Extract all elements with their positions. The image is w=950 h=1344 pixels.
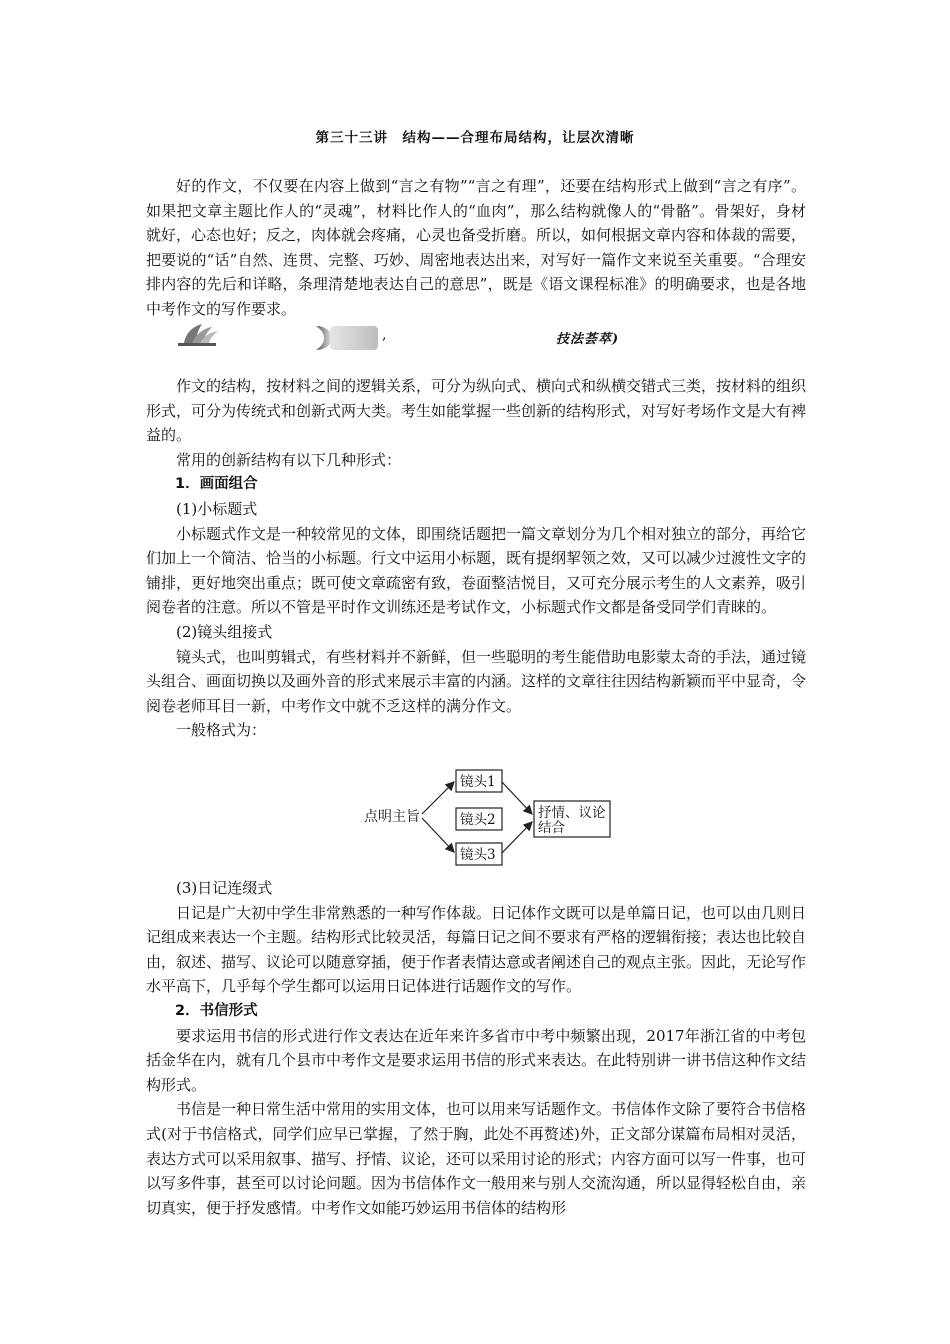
body-section-2 [146, 876, 806, 1220]
shot3-label: 镜头3 [460, 847, 496, 863]
common-forms-line: 常用的创新结构有以下几种形式： [176, 450, 402, 469]
arrow-to-shot1 [422, 782, 454, 814]
banner-comma: , [382, 327, 387, 343]
banner-fan-icon [178, 324, 218, 346]
conclusion-line1: 抒情、议论 [538, 805, 606, 821]
intro-paragraph: 好的作文，不仅要在内容上做到“言之有物”“言之有理”，还要在结构形式上做到“言之有序”。如果把文章主题比作人的“灵魂”，材料比作人的“血肉”，那么结构就像人的“骨骼”。骨架好，身材就好，心态也好；反之，肉体就会疼痛，心灵也备受折磨。所以，如何根据文章内容和体裁的需要，把要说的“话”自然、连贯、完整、巧妙、周密地表达出来，对写好一篇作文来说至关重要。“合理安排内容的先后和详略，条理清楚地表达自己的意思”，既是《语文课程标准》的明确要求，也是各地中考作文的写作要求。 [146, 177, 807, 318]
diagram-start-label: 点明主旨 [364, 809, 420, 825]
structure-intro-paragraph: 作文的结构，按材料之间的逻辑关系，可分为纵向式、横向式和纵横交错式三类，按材料的组织形式，可分为传统式和创新式两大类。考生如能掌握一些创新的结构形式，对写好考场作文是大有裨益的。 [146, 377, 807, 445]
subheading-2-paragraph: 镜头式，也叫剪辑式，有些材料并不新鲜，但一些聪明的考生能借助电影蒙太奇的手法，通过镜头组合、画面切换以及画外音的形式来展示丰富的内涵。这样的文章往往因结构新颖而平中显奇，令阅卷老师耳目一新，中考作文中就不乏这样的满分作文。 [146, 647, 807, 715]
page-title: 第三十三讲 结构——合理布局结构，让层次清晰 [315, 130, 635, 146]
shot-structure-diagram [360, 766, 620, 870]
arrow-from-shot1 [502, 782, 532, 814]
general-format-line: 一般格式为： [176, 721, 267, 740]
subheading-1-paragraph: 小标题式作文是一种较常见的文体，即围绕话题把一篇文章划分为几个相对独立的部分，再给它们加上一个简洁、恰当的小标题。行文中运用小标题，既有提纲挈领之效，又可以减少过渡性文字的铺排，更好地突出重点；既可使文章疏密有致，卷面整洁悦目，又可充分展示考生的人文素养，吸引阅卷者的注意。所以不管是平时作文训练还是考试作文，小标题式作文都是备受同学们青睐的。 [146, 524, 807, 617]
subheading-1: (1)小标题式 [176, 499, 258, 518]
arrow-to-shot3 [422, 818, 454, 852]
letter-paragraph-2: 书信是一种日常生活中常用的实用文体，也可以用来写话题作文。书信体作文除了要符合书信格式(对于书信格式，同学们应早已掌握，了然于胸，此处不再赘述)外，正文部分谋篇布局相对灵活，表达方式可以采用叙事、描写、抒情、议论，还可以采用讨论的形式；内容方面可以写一件事，也可以写多件事，甚至可以讨论问题。因为书信体作文一般用来与别人交流沟通，所以显得轻松自由，亲切真实，便于抒发感情。中考作文如能巧妙运用书信体的结构形 [146, 1100, 807, 1217]
intro-section [146, 174, 806, 322]
conclusion-line2: 结合 [538, 820, 565, 836]
subheading-3: (3)日记连缀式 [176, 879, 273, 897]
section-heading-2: 2．书信形式 [175, 1002, 258, 1019]
shot1-label: 镜头1 [460, 774, 496, 790]
banner-label: 技法荟萃) [556, 332, 620, 347]
subheading-3-paragraph: 日记是广大初中学生非常熟悉的一种写作体裁。日记体作文既可以是单篇日记，也可以由几则日记组成来表达一个主题。结构形式比较灵活，每篇日记之间不要求有严格的逻辑衔接；表达也比较自由，叙述、描写、议论可以随意穿插，便于作者表情达意或者阐述自己的观点主张。因此，无论写作水平高下，几乎每个学生都可以运用日记体进行话题作文的写作。 [146, 903, 807, 996]
arrow-from-shot3 [502, 822, 532, 853]
body-section [146, 374, 806, 743]
subheading-2: (2)镜头组接式 [176, 622, 273, 641]
shot2-label: 镜头2 [460, 812, 496, 828]
banner-bar-icon [316, 326, 378, 350]
section-heading-1: 1．画面组合 [175, 476, 258, 493]
letter-paragraph-1: 要求运用书信的形式进行作文表达在近年来许多省市中考中频繁出现，2017年浙江省的中考包括金华在内，就有几个县市中考作文是要求运用书信的形式来表达。在此特别讲一讲书信这种作文结构形式。 [146, 1026, 807, 1094]
